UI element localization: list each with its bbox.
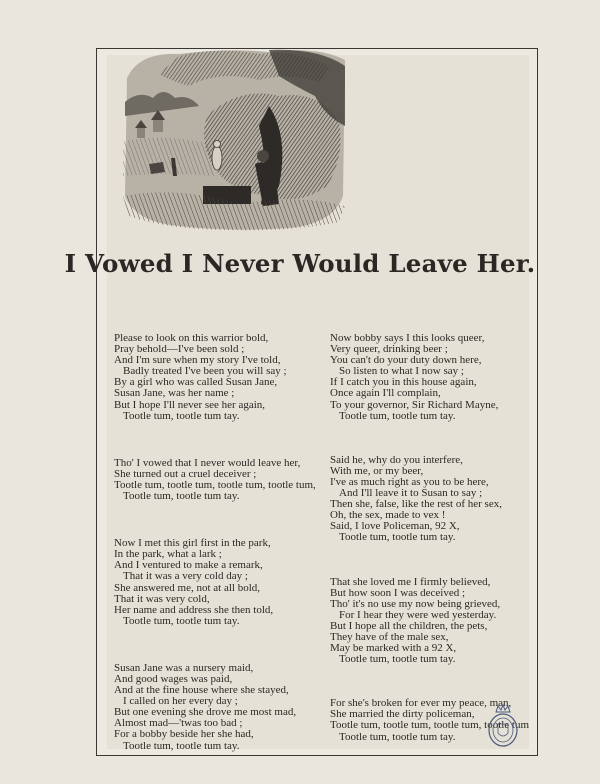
verse-line: Tootle tum, tootle tum tay. [339,653,456,666]
verse-line: To your governor, Sir Richard Mayne, [330,398,499,411]
verse-line: Tho' I vowed that I never would leave her, [114,456,301,469]
verse-line: But one evening she drove me most mad, [114,706,297,719]
verse-line: For I hear they were wed yesterday. [339,608,497,621]
verse-line: Tootle tum, tootle tum tay. [339,730,456,743]
verse-line: May be marked with a 92 X, [330,642,457,655]
verse-line: That it was a very cold day ; [123,570,248,583]
verse-line: And at the fine house where she stayed, [114,684,289,697]
verse-line: Pray behold—I've been sold ; [114,343,245,356]
verse-line: Her name and address she then told, [114,603,274,616]
verse-line: Very queer, drinking beer ; [330,343,448,356]
verse-line: Once again I'll complain, [330,387,441,400]
verse-line: But I hope I'll never see her again, [114,398,266,411]
verse-line: And I'll leave it to Susan to say ; [339,487,483,500]
verse-line: So listen to what I now say ; [339,365,464,378]
verse-line: With me, or my beer, [330,464,424,477]
verse-line: She married the dirty policeman, [330,708,475,721]
stanza [114,663,326,752]
verse-line: Then she, false, like the rest of her sex, [330,498,502,511]
verse-line: They have of the male sex, [330,630,449,643]
verse-line: For a bobby beside her she had, [114,728,254,741]
woodcut-illustration [119,46,349,232]
ballad-title: I Vowed I Never Would Leave Her. [64,249,536,278]
verse-line: I called on her every day ; [123,695,238,708]
verse-line: You can't do your duty down here, [330,354,482,367]
verse-line: She turned out a cruel deceiver ; [114,467,257,480]
verse-line: By a girl who was called Susan Jane, [114,376,278,389]
verse-line: Susan Jane, was her name ; [114,387,235,400]
verse-line: Badly treated I've been you will say ; [123,365,287,378]
verse-line: Tootle tum, tootle tum, tootle tum, tootle tum [330,719,530,732]
stanza [114,333,326,422]
verse-line: Tootle tum, tootle tum tay. [339,409,456,422]
verse-line: Now bobby says I this looks queer, [330,332,485,344]
verse-line: In the park, what a lark ; [114,548,222,561]
verse-line: Tootle tum, tootle tum, tootle tum, tootle tum, [114,478,316,491]
stanza [114,538,326,627]
verse-line: Please to look on this warrior bold, [114,332,269,344]
verse-line: Almost mad—'twas too bad ; [114,717,243,730]
verse-line: If I catch you in this house again, [330,376,477,389]
verse-line: Oh, the sex, made to vex ! [330,509,446,522]
verse-line: Said, I love Policeman, 92 X, [330,520,460,533]
verse-line: Now I met this girl first in the park, [114,537,271,550]
verse-line: And good wages was paid, [114,672,233,685]
verse-line: And I'm sure when my story I've told, [114,354,281,367]
library-stamp-icon [487,703,519,749]
verse-line: But how soon I was deceived ; [330,586,466,599]
verse-line: And I ventured to make a remark, [114,559,263,572]
verse-line: But I hope all the children, the pets, [330,619,488,632]
verse-line: Tootle tum, tootle tum tay. [123,490,240,503]
verse-line: Susan Jane was a nursery maid, [114,661,254,674]
verse-line: Tootle tum, tootle tum tay. [123,614,240,627]
verse-line: That she loved me I firmly believed, [330,575,491,588]
verse-line: That it was very cold, [114,592,210,605]
verse-line: She answered me, not at all bold, [114,581,261,594]
stanza [330,577,535,666]
left-column [114,333,326,752]
right-column [330,333,535,743]
stanza [330,333,535,422]
chorus [114,458,326,502]
verse-line: For she's broken for ever my peace, man, [330,697,512,710]
verse-line: Tho' it's no use my now being grieved, [330,597,501,610]
stanza [330,455,535,544]
verse-line: Tootle tum, tootle tum tay. [123,409,240,422]
verse-line: Tootle tum, tootle tum tay. [123,739,240,752]
verse-line: Tootle tum, tootle tum tay. [339,531,456,544]
verse-line: I've as much right as you to be here, [330,475,489,488]
verse-line: Said he, why do you interfere, [330,453,463,466]
